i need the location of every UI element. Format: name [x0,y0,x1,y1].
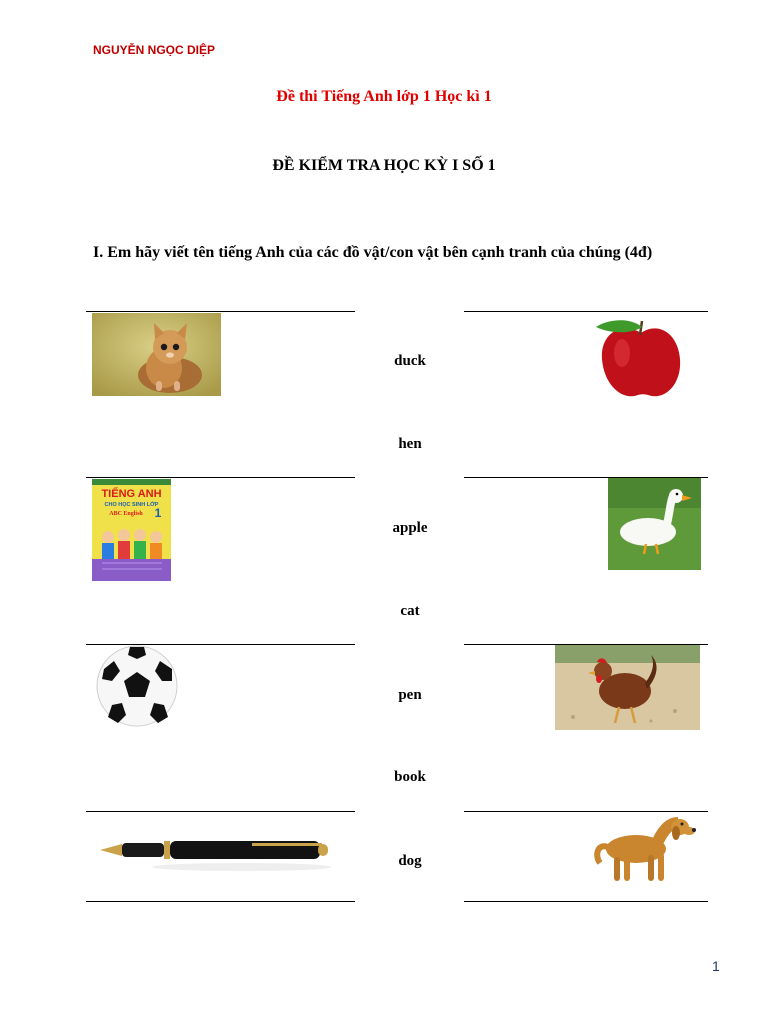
football-picture [92,645,183,728]
duck-picture [608,478,701,570]
fountain-pen-picture [92,813,336,888]
word-dog: dog [398,853,422,869]
answer-line-left-4[interactable] [86,811,355,812]
book-cover-title: TIẾNG ANH [101,488,162,500]
page-number: 1 [712,958,720,974]
book-cover-subtitle: CHO HỌC SINH LỚP [104,502,159,508]
answer-line-right-4[interactable] [464,811,708,812]
book-cover-grade: 1 [154,506,162,520]
kitten-picture [92,313,221,396]
word-hen: hen [398,436,422,452]
word-duck: duck [394,353,426,369]
english-book-picture [92,479,171,581]
word-pen: pen [398,687,422,703]
exam-title: Đề thi Tiếng Anh lớp 1 Học kì 1 [276,88,492,105]
hen-picture [555,645,700,730]
apple-picture [578,313,700,408]
answer-line-right-1[interactable] [464,311,708,312]
word-cat: cat [400,603,420,619]
answer-line-left-2[interactable] [86,477,355,478]
answer-line-left-5[interactable] [86,901,355,902]
exam-subtitle: ĐỀ KIỂM TRA HỌC KỲ I SỐ 1 [272,157,496,174]
book-cover-series: ABC English [109,511,143,517]
word-book: book [394,769,426,785]
author-name: NGUYỄN NGỌC DIỆP [93,43,216,57]
answer-line-right-5[interactable] [464,901,708,902]
word-apple: apple [392,520,428,536]
answer-line-left-1[interactable] [86,311,355,312]
question-1: I. Em hãy viết tên tiếng Anh của các đồ vật/con vật bên cạnh tranh của chúng (4đ) [93,244,653,261]
dog-picture [590,813,700,888]
